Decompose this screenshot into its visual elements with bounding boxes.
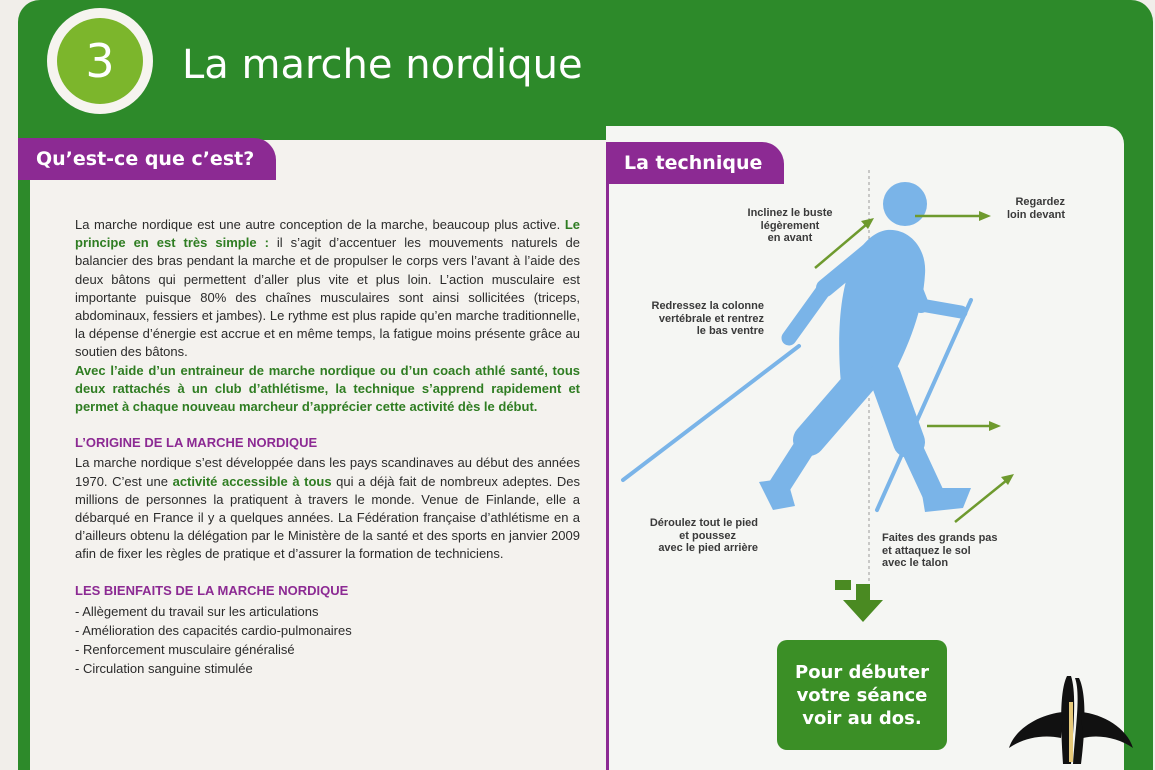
label-line: loin devant	[1006, 208, 1065, 221]
down-arrow-icon	[843, 584, 883, 622]
label-line: le bas ventre	[696, 325, 764, 337]
label-line: Regardez	[1015, 196, 1065, 208]
coach-paragraph: Avec l’aide d’un entraineur de marche nordique ou d’un coach athlé santé, tous deux rattachés à un club d’athlétisme, la technique s’apprend rapidement et permet à chaque nouveau marcheur d’apprécier cette activité dès le début.	[75, 362, 580, 415]
principle-highlight: Le principe en est très simple :	[75, 217, 580, 251]
origin-heading: L’ORIGINE DE LA MARCHE NORDIQUE	[75, 435, 318, 451]
origin-text-a: La marche nordique s’est développée dans les pays scandinaves au début des années 1970. C’est une	[75, 455, 580, 489]
front-forearm	[921, 305, 961, 312]
rear-pole	[623, 346, 799, 480]
origin-paragraph	[75, 454, 580, 563]
list-item: - Circulation sanguine stimulée	[75, 660, 253, 676]
intro-text-a: La marche nordique est une autre conception de la marche, beaucoup plus active.	[75, 217, 565, 232]
label-line: Faites des grands pas	[882, 532, 998, 544]
accessible-highlight: activité accessible à tous	[172, 473, 332, 489]
number-badge: 3	[57, 18, 143, 104]
left-text	[75, 216, 580, 678]
label-line: Redressez la colonne	[651, 300, 764, 312]
label-line: en avant	[767, 232, 813, 244]
start-session-box	[777, 640, 947, 750]
foot-label	[630, 517, 758, 555]
federation-logo-icon	[1005, 672, 1135, 770]
cta-line: votre séance	[796, 684, 928, 706]
look-label	[985, 196, 1065, 221]
list-item: - Renforcement musculaire généralisé	[75, 641, 295, 657]
label-line: Déroulez tout le pied	[649, 517, 758, 529]
label-line: légèrement	[760, 219, 820, 232]
step-arrow-head	[989, 421, 1001, 431]
rear-forearm	[789, 288, 825, 338]
label-line: vertébrale et rentrez	[658, 312, 764, 325]
list-item: - Allègement du travail sur les articulations	[75, 603, 319, 619]
cta-line: Pour débuter	[795, 661, 929, 683]
label-line: avec le talon	[882, 557, 949, 569]
intro-paragraph	[75, 216, 580, 362]
list-item: - Amélioration des capacités cardio-pulmonaires	[75, 622, 352, 638]
lean-label	[740, 207, 840, 245]
label-line: et attaquez le sol	[882, 544, 971, 557]
section-tab-technique: La technique	[606, 142, 784, 184]
rear-thigh	[809, 380, 861, 440]
stride-label	[882, 532, 1022, 570]
cta-line: voir au dos.	[802, 707, 922, 729]
benefits-heading: LES BIENFAITS DE LA MARCHE NORDIQUE	[75, 582, 349, 598]
head	[883, 182, 927, 226]
page-title: La marche nordique	[182, 42, 583, 88]
label-line: Inclinez le buste	[747, 207, 833, 219]
section-tab-what: Qu’est-ce que c’est?	[18, 138, 276, 180]
label-line: et poussez	[679, 529, 736, 542]
benefits-list	[75, 602, 580, 678]
intro-text-b: il s’agit d’accentuer les mouvements naturels de balancier des bras pendant la marche et de propulser le corps vers l’avant à l’aide des deux bâtons qui permettent d’aller plus vite et plus loin. L’action musculaire est importante puisque 80% des chaînes musculaires sont ainsi sollicitées (triceps, abdominaux, fessiers et jambes). Le rythme est plus rapide qu’en marche traditionnelle, la dépense d’énergie est accrue et en même temps, la fatigue moins présente grâce au soutien des bâtons.	[75, 235, 580, 360]
front-foot	[921, 488, 971, 512]
label-line: avec le pied arrière	[658, 542, 758, 554]
spine-label	[630, 300, 764, 338]
origin-text-b: qui a déjà fait de nombreux adeptes. Des millions de personnes la pratiquent à travers le monde. Venue de Finlande, elle a débarqué en France il y a quelques années. La Fédération française d’athlétisme en a d’ailleurs obtenu la délégation par le Ministère de la santé et des sports en janvier 2009 afin de fixer les règles de pratique et d’assurer la formation de techniciens.	[75, 473, 580, 562]
